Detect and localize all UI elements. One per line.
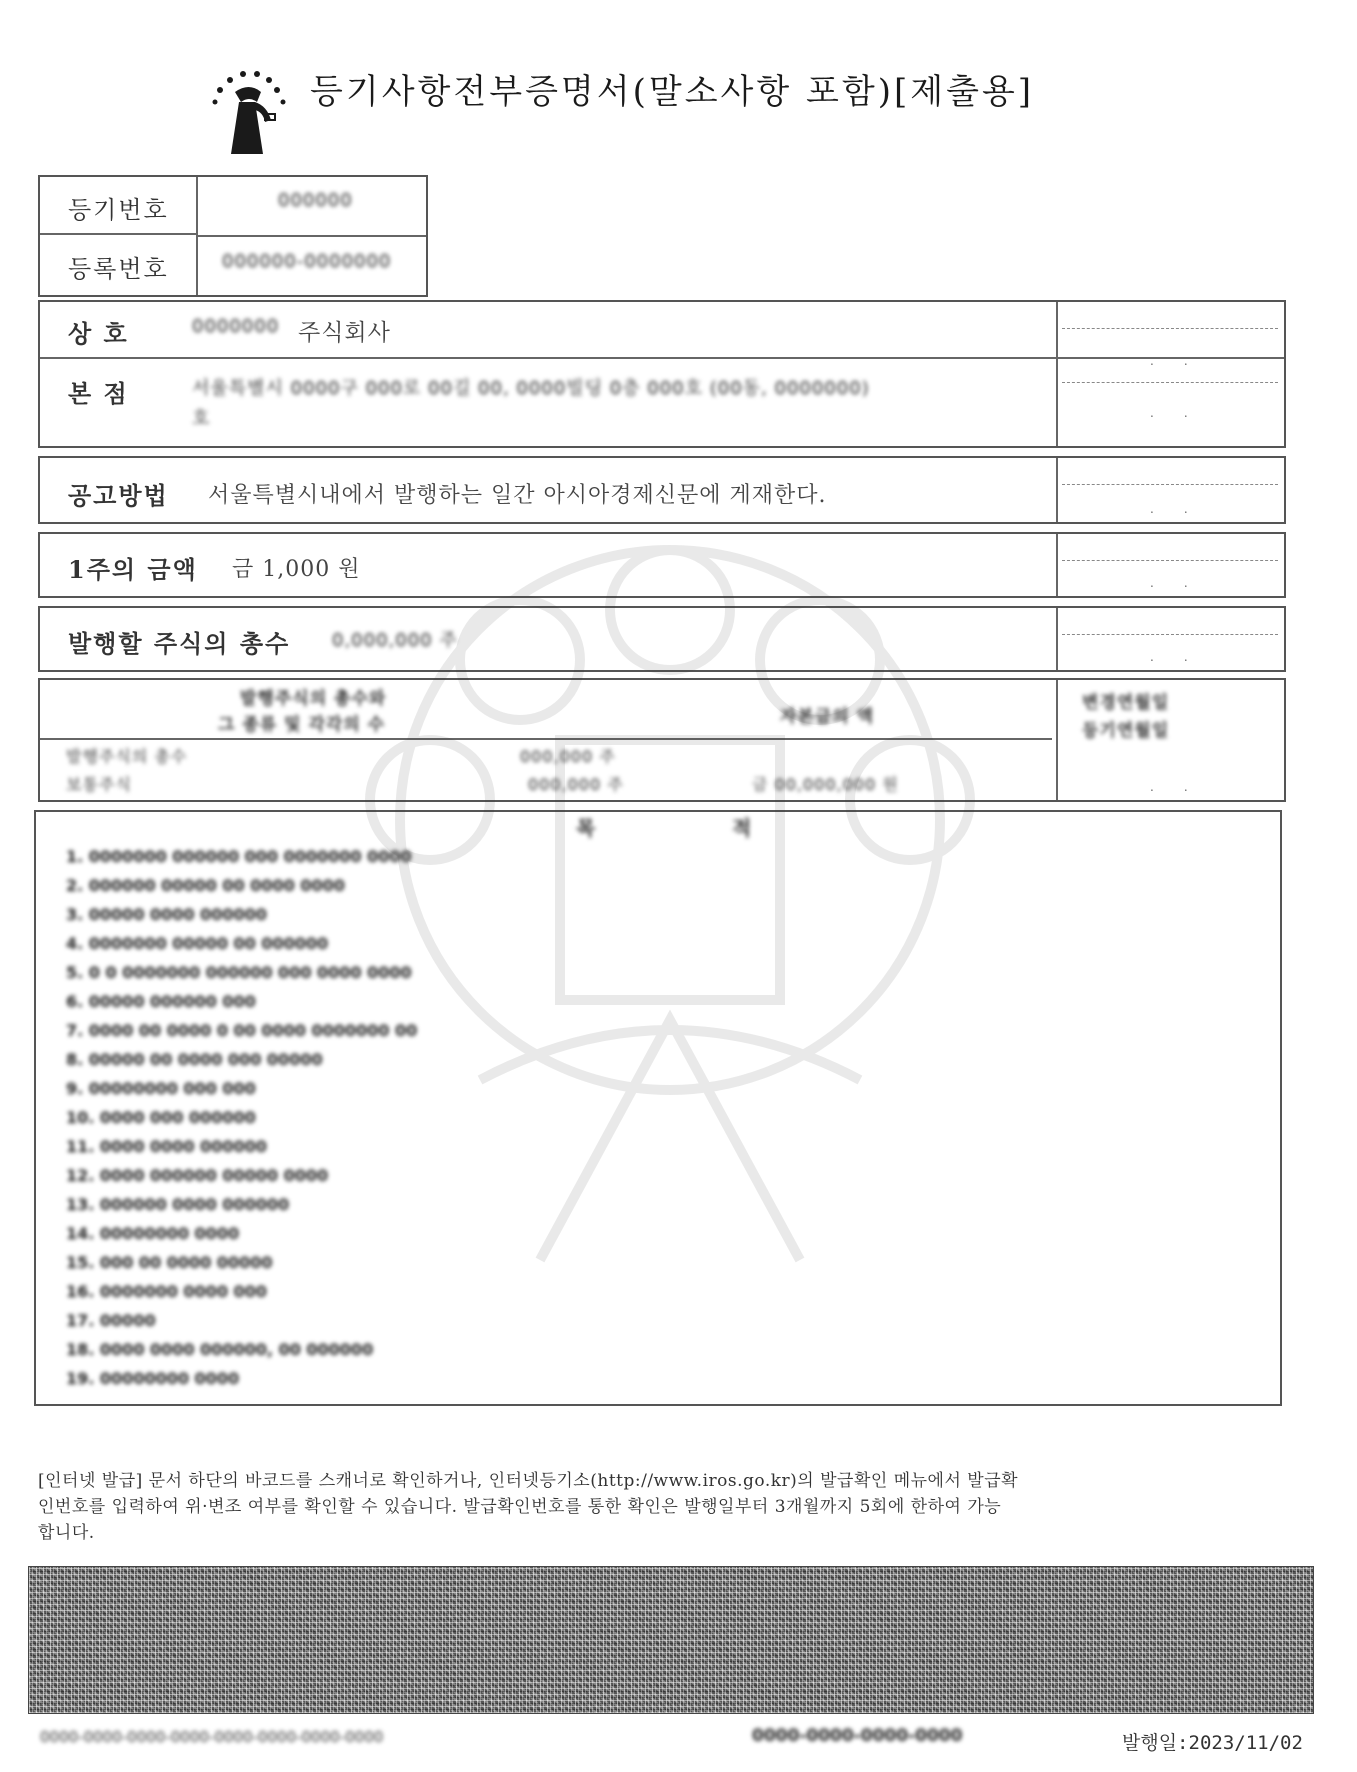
par-value-row: .. 1주의 금액 금 1,000 원 xyxy=(38,532,1286,598)
purpose-item: 17. 00000 xyxy=(66,1311,156,1330)
par-value-label: 1주의 금액 xyxy=(68,555,198,584)
notice-line-1: [인터넷 발급] 문서 하단의 바코드를 스캐너로 확인하거나, 인터넷등기소(http://www.iros.go.kr)의 발급확인 메뉴에서 발급확 xyxy=(38,1471,1019,1491)
issued-shares-header-left-2: 그 종류 및 각각의 수 xyxy=(218,715,386,735)
purpose-item: 12. 0000 000000 00000 0000 xyxy=(66,1166,329,1185)
purpose-item: 2. 000000 00000 00 0000 0000 xyxy=(66,876,345,895)
internet-issuance-notice xyxy=(38,1468,1318,1546)
head-office-label: 본 점 xyxy=(68,379,129,408)
common-shares-label: 보통주식 xyxy=(66,775,132,794)
company-table: .. .. 상 호 0000000 주식회사 본 점 서울특별시 0000구 000로 00길 00, 0000빌딩 0층 000호 (00동, 0000000) 호 xyxy=(38,300,1286,448)
purpose-item: 4. 0000000 00000 00 000000 xyxy=(66,934,329,953)
purpose-item: 10. 0000 000 000000 xyxy=(66,1108,256,1127)
head-office-address: 서울특별시 0000구 000로 00길 00, 0000빌딩 0층 000호 (00동, 0000000) xyxy=(192,378,870,399)
purpose-item: 1. 0000000 000000 000 0000000 0000 xyxy=(66,847,412,866)
total-issued-shares-label: 발행주식의 총수 xyxy=(66,747,188,766)
company-name-suffix: 주식회사 xyxy=(298,320,391,346)
notice-method-label: 공고방법 xyxy=(68,481,169,510)
purpose-item: 13. 000000 0000 000000 xyxy=(66,1195,290,1214)
capital-amount: 금 00,000,000 원 xyxy=(752,775,899,794)
notice-method-value: 서울특별시내에서 발행하는 일간 아시아경제신문에 게재한다. xyxy=(208,483,827,508)
issued-shares-table: .. 발행주식의 총수와 그 종류 및 각각의 수 자본금의 액 변경연월일 등기연월일 발행주식의 총수 000,000 주 보통주식 000,000 주 금 00,000,000 원 xyxy=(38,678,1286,802)
authorized-shares-row: .. 발행할 주식의 총수 0,000,000 주 xyxy=(38,606,1286,672)
purpose-item: 19. 00000000 0000 xyxy=(66,1369,240,1388)
document-code-right: 0000-0000-0000-0000 xyxy=(752,1726,963,1746)
purpose-item: 9. 00000000 000 000 xyxy=(66,1079,256,1098)
issued-shares-header-left-1: 발행주식의 총수와 xyxy=(240,689,387,709)
authorized-shares-value: 0,000,000 주 xyxy=(332,630,458,651)
purpose-item: 8. 00000 00 0000 000 00000 xyxy=(66,1050,323,1069)
enrollment-number-label: 등록번호 xyxy=(68,255,169,283)
notice-line-2: 인번호를 입력하여 위·변조 여부를 확인할 수 있습니다. 발급확인번호를 통한 확인은 발행일부터 3개월까지 5회에 한하여 가능 xyxy=(38,1497,1002,1517)
document-title: 등기사항전부증명서(말소사항 포함)[제출용] xyxy=(310,72,1035,112)
enrollment-number-value: 000000-0000000 xyxy=(222,251,392,272)
purpose-item: 6. 00000 000000 000 xyxy=(66,992,256,1011)
registration-date-header: 등기연월일 xyxy=(1082,721,1170,741)
company-name-label: 상 호 xyxy=(68,319,129,348)
registry-table xyxy=(38,175,428,297)
purpose-item: 15. 000 00 0000 00000 xyxy=(66,1253,273,1272)
notice-method-row: .. 공고방법 서울특별시내에서 발행하는 일간 아시아경제신문에 게재한다. xyxy=(38,456,1286,524)
purpose-header-left: 목 xyxy=(576,816,598,840)
company-name-redacted: 0000000 xyxy=(192,316,280,337)
purpose-item: 18. 0000 0000 000000, 00 000000 xyxy=(66,1340,374,1359)
issue-date: 발행일:2023/11/02 xyxy=(1122,1732,1303,1754)
purpose-item: 5. 0 0 0000000 000000 000 0000 0000 xyxy=(66,963,412,982)
par-value-amount: 금 1,000 원 xyxy=(232,557,361,582)
verification-barcode[interactable] xyxy=(28,1566,1314,1714)
purpose-item: 7. 0000 00 0000 0 00 0000 0000000 00 xyxy=(66,1021,418,1040)
total-issued-shares-value: 000,000 주 xyxy=(520,747,616,766)
document-code-left: 0000-0000-0000-0000-0000-0000-0000-0000 xyxy=(40,1728,384,1746)
registration-number-label: 등기번호 xyxy=(68,196,169,224)
head-office-address-line2: 호 xyxy=(192,408,211,429)
court-emblem-icon xyxy=(205,62,305,157)
common-shares-value: 000,000 주 xyxy=(528,775,624,794)
purpose-item: 16. 0000000 0000 000 xyxy=(66,1282,267,1301)
registration-number-value: 000000 xyxy=(278,190,353,211)
purpose-header-right: 적 xyxy=(732,816,754,840)
watermark-emblem-icon xyxy=(280,520,1060,1280)
purpose-item: 14. 00000000 0000 xyxy=(66,1224,240,1243)
capital-header: 자본금의 액 xyxy=(780,707,875,727)
change-date-header: 변경연월일 xyxy=(1082,693,1170,713)
purpose-item: 3. 00000 0000 000000 xyxy=(66,905,267,924)
purpose-item: 11. 0000 0000 000000 xyxy=(66,1137,267,1156)
authorized-shares-label: 발행할 주식의 총수 xyxy=(68,629,291,658)
notice-line-3: 합니다. xyxy=(38,1523,95,1543)
